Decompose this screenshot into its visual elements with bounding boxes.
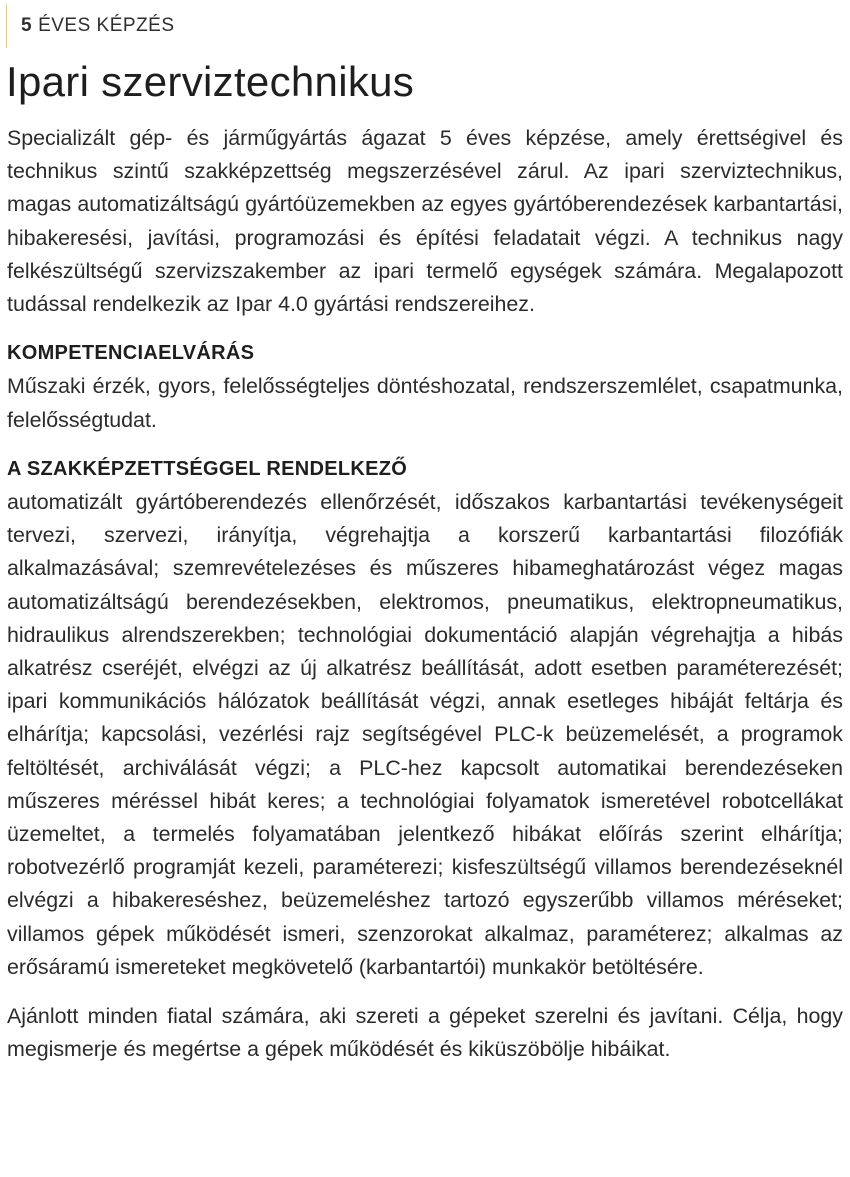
closing-paragraph: Ajánlott minden fiatal számára, aki szereti a gépeket szerelni és javítani. Célja, hogy megismerje és megértse a gépek működését és kiküszöbölje hibáikat. — [7, 1004, 843, 1062]
competence-text: Műszaki érzék, gyors, felelősségteljes döntéshozatal, rendszerszemlélet, csapatmunka, felelősségtudat. — [7, 374, 843, 432]
intro-paragraph: Specializált gép- és járműgyártás ágazat 5 éves képzése, amely érettségivel és technikus szintű szakképzettség megszerzésével zárul. Az ipari szerviztechnikus, magas automatizáltságú gyártóüzemekben az egyes gyártóberendezések karbantartási, hibakeresési, javítási, programozási és építési feladatait végzi. A technikus nagy felkészültségű szervizszakember az ipari termelő egységek számára. Megalapozott tudással rendelkezik az Ipar 4.0 gyártási rendszereihez. — [7, 126, 843, 317]
qualification-text: automatizált gyártóberendezés ellenőrzését, időszakos karbantartási tevékenységeit tervezi, szervezi, irányítja, végrehajtja a korszerű karbantartási filozófiák alkalmazásával; szemrevételezéses és műszeres hibameghatározást végez magas automatizáltságú berendezésekben, elektromos, pneumatikus, elektropneumatikus, hidraulikus alrendszerekben; technológiai dokumentáció alapján végrehajtja a hibás alkatrész cseréjét, elvégzi az új alkatrész beállítását, adott esetben paraméterezését; ipari kommunikációs hálózatok beállítását végzi, annak esetleges hibáját feltárja és elhárítja; kapcsolási, vezérlési rajz segítségével PLC-k beüzemelését, a programok feltöltését, archiválását végzi; a PLC-hez kapcsolt automatikai berendezéseken műszeres méréssel hibát keres; a technológiai folyamatok ismeretével robotcellákat üzemeltet, a termelés folyamatában jelentkező hibákat előírás szerint elhárítja; robotvezérlő programját kezeli, paraméterezi; kisfeszültségű villamos berendezéseknél elvégzi a hibakereséshez, beüzemeléshez tartozó egyszerűbb villamos méréseket; villamos gépek működését ismeri, szenzorokat alkalmaz, paraméterez; alkalmas az erősáramú ismereteket megkövetelő (karbantartói) munkakör betöltésére. — [7, 490, 843, 979]
duration-number: 5 — [21, 15, 33, 36]
competence-heading: KOMPETENCIAELVÁRÁS — [7, 342, 255, 365]
page-title: Ipari szerviztechnikus — [6, 58, 415, 105]
duration-label: ÉVES KÉPZÉS — [38, 15, 175, 36]
course-duration-tag — [6, 4, 175, 48]
article-content — [7, 122, 843, 1066]
qualification-heading: A SZAKKÉPZETTSÉGGEL RENDELKEZŐ — [7, 457, 408, 480]
